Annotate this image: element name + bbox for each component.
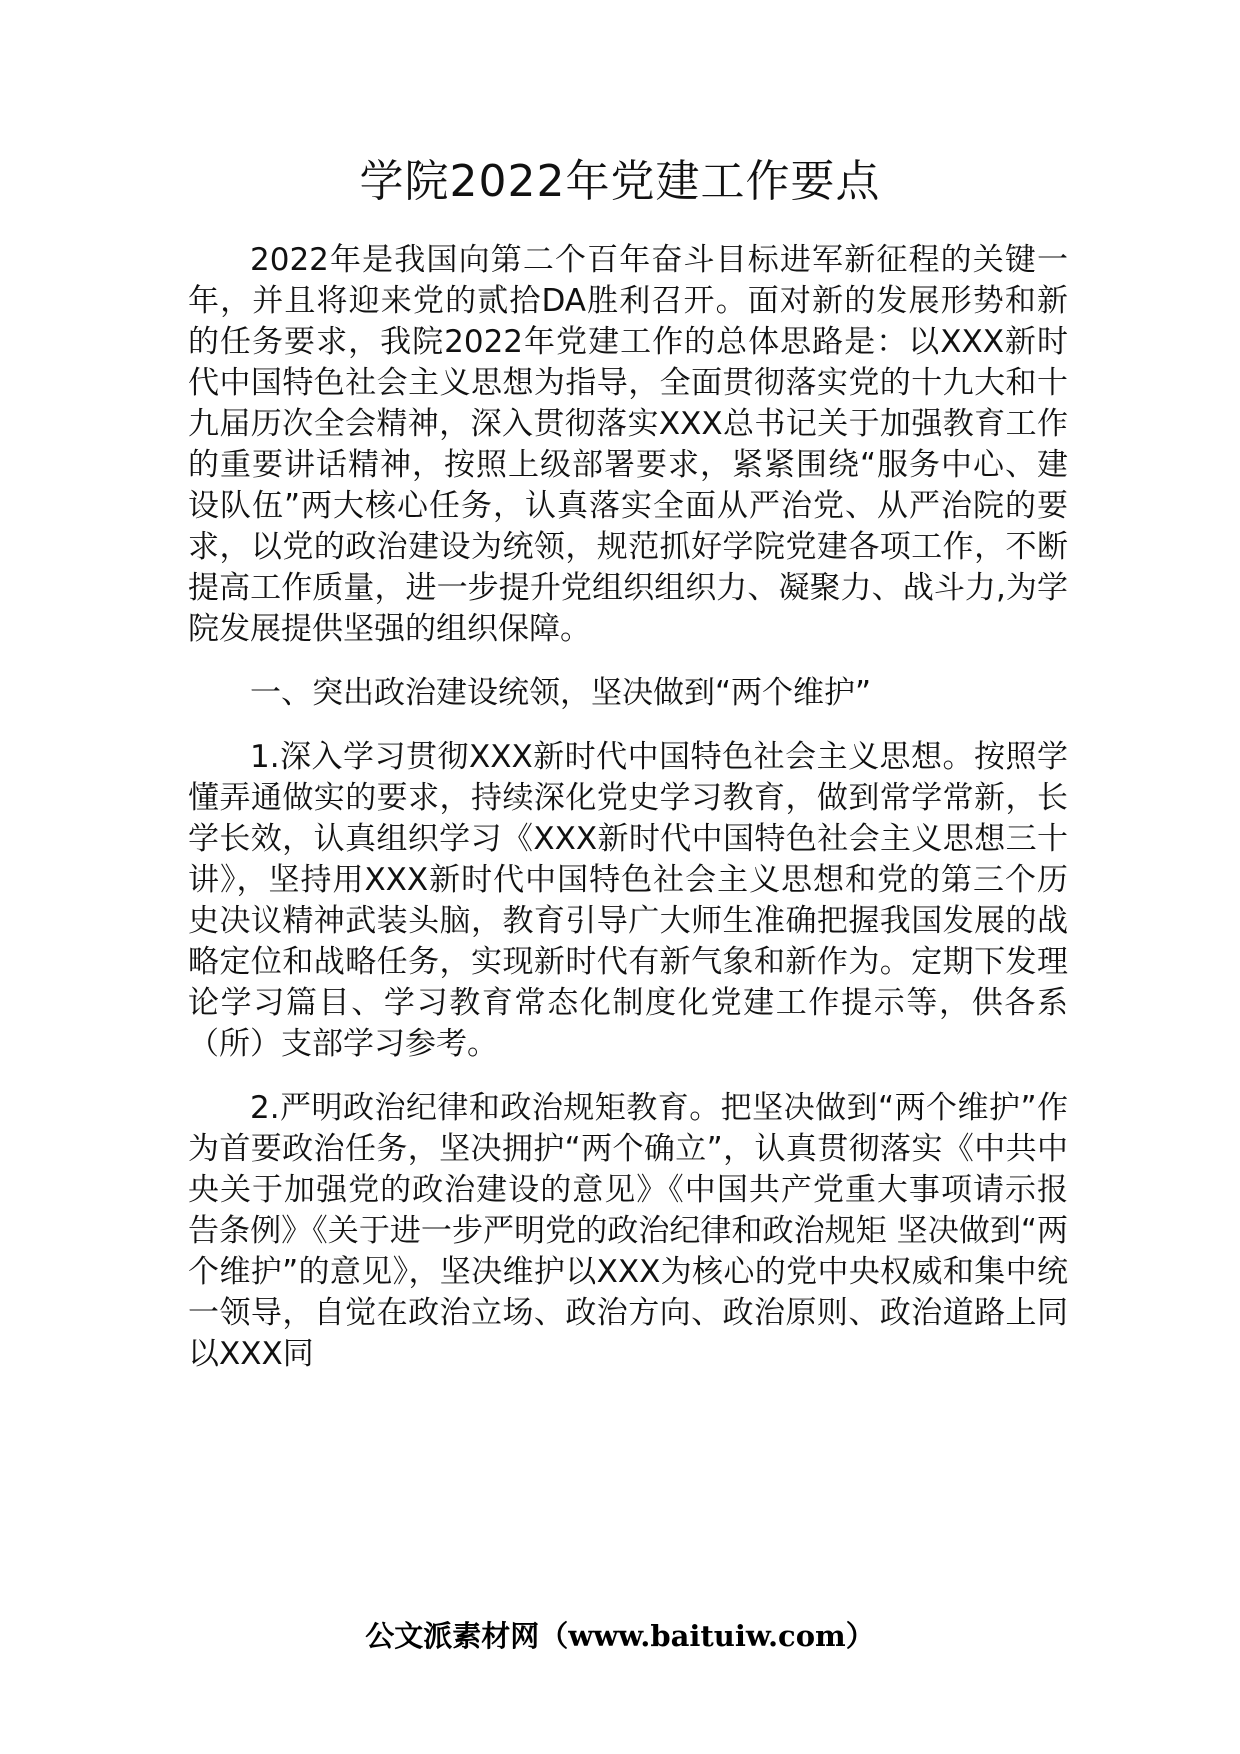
document-title: 学院2022年党建工作要点 xyxy=(359,156,881,207)
item-paragraph-1: 1.深入学习贯彻XXX新时代中国特色社会主义思想。按照学懂弄通做实的要求，持续深化党史学习教育，做到常学常新，长学长效，认真组织学习《XXX新时代中国特色社会主义思想三十讲》，坚持用XXX新时代中国特色社会主义思想和党的第三个历史决议精神武装头脑，教育引导广大师生准确把握我国发展的战略定位和战略任务，实现新时代有新气象和新作为。定期下发理论学习篇目、学习教育常态化制度化党建工作提示等，供各系（所）支部学习参考。 xyxy=(188,739,1068,1062)
footer-watermark: 公文派素材网（www.baituiw.com） xyxy=(365,1619,875,1653)
item-paragraph-2: 2.严明政治纪律和政治规矩教育。把坚决做到“两个维护”作为首要政治任务，坚决拥护“两个确立”，认真贯彻落实《中共中央关于加强党的政治建设的意见》《中国共产党重大事项请示报告条例》《关于进一步严明党的政治纪律和政治规矩 坚决做到“两个维护”的意见》，坚决维护以XXX为核心的党中央权威和集中统一领导，自觉在政治立场、政治方向、政治原则、政治道路上同以XXX同 xyxy=(188,1090,1068,1372)
document-body xyxy=(188,240,1068,1375)
intro-paragraph: 2022年是我国向第二个百年奋斗目标进军新征程的关键一年，并且将迎来党的贰拾DA胜利召开。面对新的发展形势和新的任务要求，我院2022年党建工作的总体思路是：以XXX新时代中国特色社会主义思想为指导，全面贯彻落实党的十九大和十九届历次全会精神，深入贯彻落实XXX总书记关于加强教育工作的重要讲话精神，按照上级部署要求，紧紧围绕“服务中心、建设队伍”两大核心任务，认真落实全面从严治党、从严治院的要求，以党的政治建设为统领，规范抓好学院党建各项工作，不断提高工作质量，进一步提升党组织组织力、凝聚力、战斗力,为学院发展提供坚强的组织保障。 xyxy=(188,242,1068,647)
section-heading: 一、突出政治建设统领，坚决做到“两个维护” xyxy=(250,675,872,711)
